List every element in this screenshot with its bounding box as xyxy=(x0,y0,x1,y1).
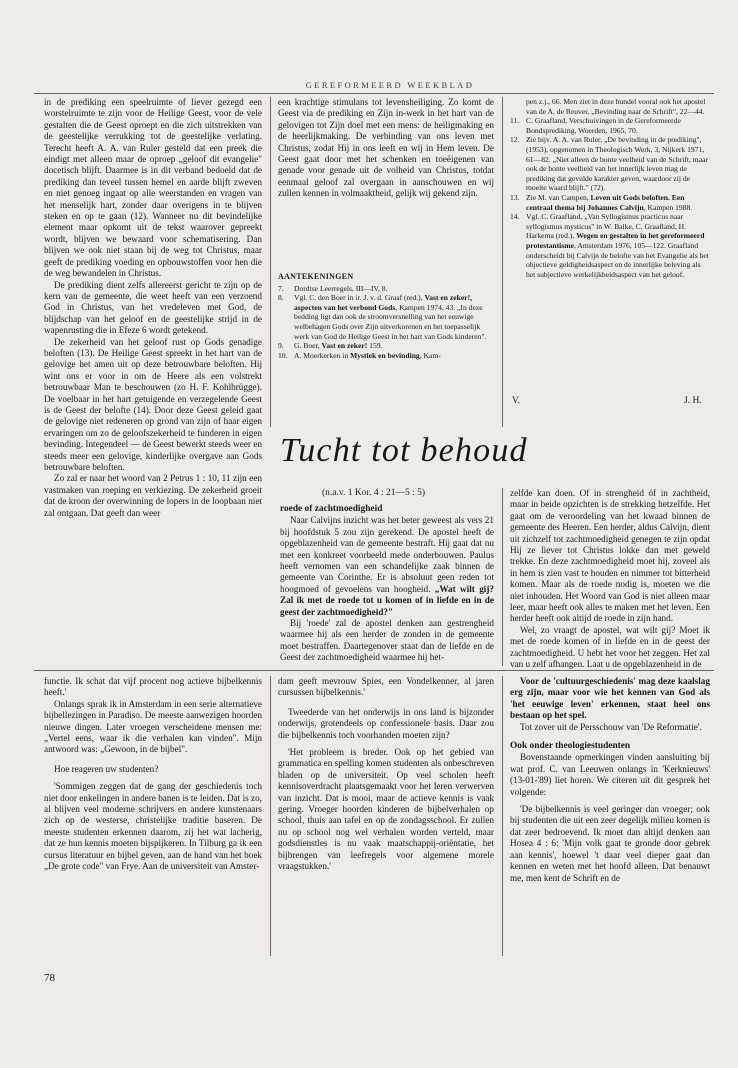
interview-question: Hoe reageren uw studenten? xyxy=(54,763,159,774)
footnote-number: 9. xyxy=(278,341,284,351)
interview-question: Tweederde van het onderwijs in ons land is bijzonder onderwijs, grotendeels op confessionele basis. Daar zou die bijbelkennis toch voorhanden moeten zijn? xyxy=(278,706,494,740)
section-rule xyxy=(34,670,714,671)
footnote-text: Dordtse Leerregels, III—IV, 8. xyxy=(294,283,388,293)
header-rule xyxy=(34,93,714,94)
footnote-number: 8. xyxy=(278,293,284,303)
column-divider xyxy=(502,97,503,427)
article-subtitle: (n.a.v. 1 Kor. 4 : 21—5 : 5) xyxy=(322,488,426,498)
footnote xyxy=(278,351,494,361)
paragraph: 'De bijbelkennis is veel geringer dan vroeger; ook bij studenten die uit een zeer degelijk milieu komen is dat zeer bedroevend. Ik moet dan altijd denken aan Hosea 4 : 6: 'Mijn volk gaat te gronde door gebrek aan kennis', hoewel 't daar veel dieper gaat dan kennen en weten met het hoofd alleen. Dat benauwt me, men kent de Schrift en de xyxy=(510,804,710,883)
footnote-title: Mystiek en bevinding xyxy=(350,350,420,360)
paragraph: in de prediking een speelruimte of liever gezegd een worstelruimte te zijn voor de Heilige Geest, voor de vele gestalten die de Geest oproept en die zich uitstrekken van de geestelijke verrukking tot de geestelijke verlating. Terecht heeft A. A. van Ruler gesteld dat een preek die eindigt met alleen maar de oproep „geloof dit evangelie" docetisch blijft. Daarmee is in dit verband bedoeld dat de prediking dan teveel tussen hemel en aarde blijft zweven en niet genoeg ingaat op alle weerstanden en vragen van het menselijk hart, zonder daar overigens in te blijven steken en op te gaan (12). Wanneer nu dit bevindelijke element maar opkomt uit de tekst waarover gepreekt wordt, blijven we bewaard voor schematisering. Dan blijven we ook niet staan bij de weg tot Christus, maar geeft de prediking voeding en opbouwstoffen voor hen die de weg bewandelen in Christus. xyxy=(44,97,262,279)
paragraph: dam geeft mevrouw Spies, een Vondelkenner, al jaren cursussen bijbelkennis.' xyxy=(278,676,494,698)
paragraph: De prediking dient zelfs allereerst gericht te zijn op de kern van de gemeente, die weet heeft van een verzoend God in Christus, van het vredeleven met God, de blijdschap van het geloof en de geestelijke strijd in de wapenrusting die in Efeze 6 wordt getekend. xyxy=(44,279,262,336)
page-number: 78 xyxy=(44,972,55,984)
article-column-right xyxy=(510,488,710,670)
footnote-title: Vast en zeker!, aspecten van het verbond Gods xyxy=(294,293,473,312)
paragraph: Zo zal er naar het woord van 2 Petrus 1 : 10, 11 zijn een vastmaken van roeping en verkiezing. De zekerheid groeit dat de kroon der overwinning de lopers in de loopbaan niet zal ontgaan. Dat geeft dan weer xyxy=(44,473,262,518)
paragraph: Wel, zo vraagt de apostel, wat wilt gij? Moet ik met de roede komen of in liefde en in de geest der zachtmoedigheid. U hebt het voor het zeggen. Het zal van u zelf afhangen. Laat u de opgeblazenheid in de xyxy=(510,624,710,670)
footnote-title: Leven uit Gods beloften. Een centraal thema bij Johannes Calvijn xyxy=(526,192,685,212)
footnotes-left xyxy=(278,272,494,422)
emphasis-paragraph: Voor de 'cultuurgeschiedenis' mag deze kaalslag erg zijn, maar voor wie het kennen van God als 'het eeuwige leven' erkennen, staat heel ons bestaan op het spel. xyxy=(510,676,710,721)
column-divider xyxy=(502,676,503,956)
footnote-text: Vgl. C. den Boer in ir. J. v. d. Graaf (red.), xyxy=(294,293,425,303)
paragraph: een krachtige stimulans tot levensheiliging. Zo komt de Geest via de prediking en Zijn in-werk in het hart van de gelovigen tot Zijn doel met een mens: de heiligmaking en de heerlijkmaking. De verbinding van ons leven met Christus, zodat Hij in ons leeft en wij in Hem leven. De Geest gaat door met het schenken en toeëigenen van genade voor genade uit de volheid van Christus, totdat eenmaal geloof zal overgaan in aanschouwen en wij zullen kennen in volmaaktheid, gelijk wij gekend zijn. xyxy=(278,97,494,199)
paragraph xyxy=(280,515,494,618)
footnote-text: G. Boer, xyxy=(294,341,322,351)
paragraph: 'Het probleem is breder. Ook op het gebied van grammatica en spelling komen studenten als onbeschreven bladen op de universiteit. Op veel scholen heeft kennisoverdracht plaatsgemaakt voor het leren verwerven van inzicht. Dat is mooi, maar de actieve kennis is vaak gering. Vroeger hoorden kinderen de bijbelverhalen op school, thuis aan tafel en op de zondagsschool. Er zullen nu op school nog wel verhalen worden verteld, maar godsdienstles is nu vaak maatschappij-oriëntatie, het bijbrengen van leefregels voor algemene morele vraagstukken.' xyxy=(278,747,494,872)
footnote xyxy=(510,135,710,193)
article-subhead: roede of zachtmoedigheid xyxy=(280,504,383,514)
paragraph: zelfde kan doen. Of in strengheid óf in zachtheid, maar in beide opzichten is de strekking hetzelfde. Het gaat om de veroordeling van het kwaad binnen de gemeente des Heeren. Een herder, aldus Calvijn, dient uit zichzelf tot zachtmoedigheid genegen te zijn opdat Hij ze liever tot Christus lokke dan met geweld trekke. En deze zachtmoedigheid moet hij, zoveel als in hem is zien vast te houden en nimmer tot bitterheid komen. Maar als de roede nodig is, moeten we die niet inhouden. Het Woord van God is niet alleen maar leer, maar heeft ook alles te maken met het leven. Een herder heeft ook altijd de roede in zijn hand. xyxy=(510,488,710,624)
footnote xyxy=(510,97,710,116)
lower-column-2 xyxy=(278,676,494,956)
footnote-number: 14. xyxy=(510,212,520,222)
footnote-text: 159. xyxy=(367,341,383,351)
footnote-number: 11. xyxy=(510,116,520,126)
paragraph: Tot zover uit de Persschouw van 'De Reformatie'. xyxy=(520,721,702,732)
paragraph: Bovenstaande opmerkingen vinden aansluiting bij wat prof. C. van Leeuwen onlangs in 'Kerknieuws' (13-01-'89) liet horen. We citeren uit dit gesprek het volgende: xyxy=(510,752,710,797)
paragraph: Bij 'roede' zal de apostel denken aan gestrengheid waarmee hij als een herder de zonden in de gemeente moet bestraffen. Daartegenover staat dan de liefde en de Geest der zachtmoedigheid waarmee hij het- xyxy=(280,618,494,663)
lower-column-1 xyxy=(44,676,262,956)
footnote-text: , Amsterdam 1976, 105—122. Graafland onderscheidt bij Calvijn de belofte van het Evangelie als het objectieve geldigheidsaspect en de innerlijke beleving als het subjectieve werkelijkheidsaspect van het geloof. xyxy=(526,240,709,279)
footnotes-right xyxy=(510,97,710,347)
upper-column-1 xyxy=(44,97,262,518)
signature-initials-right: J. H. xyxy=(684,396,702,406)
paragraph-text: Naar Calvijns inzicht was het beter geweest als vers 21 bij hoofdstuk 5 zou zijn gerekend. De apostel heeft de opgeblazenheid van de gemeente bestraft. Hij gaat dat nu met een konkreet voorbeeld mede onderbouwen. Paulus heeft vernomen van een schandelijke zaak binnen de gemeente van Corinthe. Er is absoluut geen reden tot hoogmoed of gevoelens van hoogheid. xyxy=(280,515,494,594)
paragraph: Onlangs sprak ik in Amsterdam in een serie alternatieve bijbellezingen in Paradiso. De meeste aanwezigen hoorden nieuwe dingen. Later vroegen verscheidene mensen me: „Vertel eens, waar ik die verhalen kan vinden". Mijn antwoord was: „Gewoon, in de bijbel". xyxy=(44,698,262,755)
footnote-text: Zie M. van Campen, xyxy=(526,192,591,202)
bible-quote: „Wat wilt gij? Zal ik met de roede tot u komen of in liefde en in de geest der zachtmoedigheid?" xyxy=(280,583,495,617)
signature-initial-left: V. xyxy=(512,396,521,406)
footnote-title: Vast en zeker! xyxy=(321,341,368,351)
footnote-text: , Kam- xyxy=(419,350,441,360)
footnote-text: pen z.j., 66. Men ziet in deze bundel vooral ook het apostel van de A. de Reuver, „Bevinding naar de Schrift", 22—44. xyxy=(526,97,706,116)
footnote-number: 7. xyxy=(278,283,284,293)
column-divider xyxy=(502,488,503,666)
footnote xyxy=(510,193,710,212)
footnote xyxy=(278,341,494,351)
column-divider xyxy=(270,97,271,427)
footnote xyxy=(510,212,710,279)
footnote-text: A. Moerkerken in xyxy=(294,350,351,360)
article-column-left xyxy=(280,504,494,666)
footnote-text: , Kampen 1988. xyxy=(643,202,693,212)
footnote xyxy=(510,116,710,135)
column-divider xyxy=(270,676,271,956)
section-subhead: Ook onder theologiestudenten xyxy=(510,741,631,752)
footnote-number: 12. xyxy=(510,135,520,145)
footnote xyxy=(278,284,494,294)
footnote-title: Wegen en gestalten in het gereformeerd protestantisme xyxy=(526,231,705,250)
notes-heading: AANTEKENINGEN xyxy=(278,272,354,281)
paragraph: De zekerheid van het geloof rust op Gods genadige beloften (13). De Heilige Geest spreekt in het hart van de gelovige het amen uit op deze betrouwbare beloften. Hij wint ons er voor in om de Heere als een volstrekt betrouwbaar Man te beschouwen (zo H. F. Kohlbrügge). De voelbaar in het hart getuigende en verzegelende Geest is de Geest der belofte (14). Door deze Geest geleid gaat de gelovige niet redeneren op grond van zijn of haar eigen ervaringen om zo de geloofszekerheid te funderen in eigen bevinding. Integendeel — de Geest bewerkt steeds weer en steeds meer een gelovige, kinderlijke overgave aan Gods betrouwbare beloften. xyxy=(44,336,262,472)
footnote-text: Zie bijv. A. A. van Ruler, „De bevinding in de prediking", (1953), opgenomen in Theologisch Werk, 3, Nijkerk 1971, 61—82. „Niet alleen de bonte veelheid van de Schrift, maar ook de bonte veelheid van het innerlijk leven mag de prediking dat gevulde karakter geven, waardoor zij de moeite waard blijft." (72). xyxy=(526,135,708,193)
upper-column-2 xyxy=(278,97,494,267)
footnote xyxy=(278,293,494,341)
footnote-number: 13. xyxy=(510,192,520,202)
footnote-text: Vgl. C. Graafland, „Van Syllogismus practicus naar syllogismus mysticus" in W. Balke, C. Graafland, H. Harkema (red.), xyxy=(526,212,687,241)
lower-column-3 xyxy=(510,676,710,956)
footnote-number: 10. xyxy=(278,350,288,360)
running-header: GEREFORMEERD WEEKBLAD xyxy=(305,80,475,90)
footnote-text: C. Graafland, Verschuivingen in de Gereformeerde Bondsprediking, Woerden, 1965, 70. xyxy=(526,116,681,135)
footnote-text: , Kampen 1974, 43. „In deze bedding ligt dan ook de stroomversnelling van het eeuwige welbehagen Gods over Zijn uitverkorenen en het toepasselijk werk van God de Heilige Geest in het hart van Gods kinderen". xyxy=(294,302,487,341)
paragraph: functie. Ik schat dat vijf procent nog actieve bijbelkennis heeft.' xyxy=(44,676,262,698)
article-title: Tucht tot behoud xyxy=(280,432,528,469)
paragraph: 'Sommigen zeggen dat de gang der geschiedenis toch niet door enkelingen in andere banen is te leiden. Dat is zo, al blijven veel moderne schrijvers en andere kunstenaars zich op de westerse, christelijke traditie baseren. De meeste studenten erkennen daarom, zij het wat lacherig, dat ze hun kennis moeten bijspijkeren. In Tilburg ga ik een cursus literatuur en bijbel geven, aan de hand van het boek „De grote code" van Frye. Aan de universiteit van Amster- xyxy=(44,781,262,872)
